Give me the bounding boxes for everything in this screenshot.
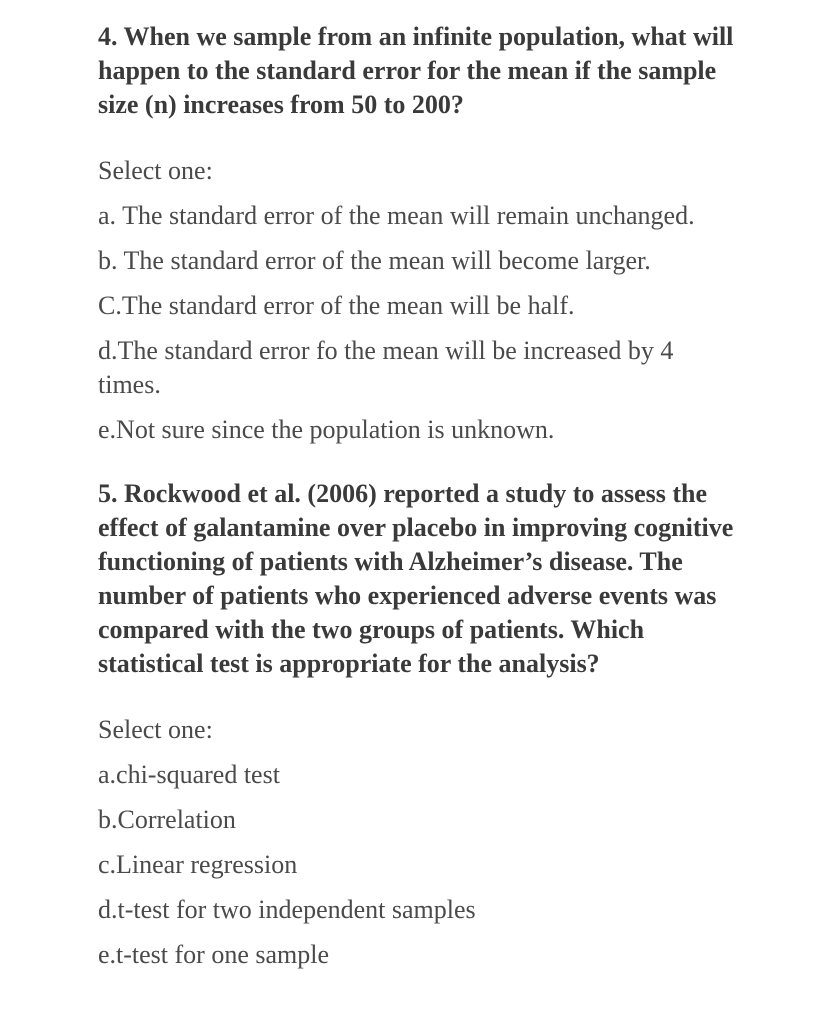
question-4-option-e[interactable]: e.Not sure since the population is unknown. bbox=[98, 415, 555, 444]
question-4-option-c[interactable]: C.The standard error of the mean will be half. bbox=[98, 291, 575, 320]
question-5-option-e[interactable]: e.t-test for one sample bbox=[98, 940, 330, 969]
question-5-option-c[interactable]: c.Linear regression bbox=[98, 850, 298, 879]
question-5-options bbox=[98, 758, 828, 972]
question-5 bbox=[98, 477, 828, 972]
question-4-option-d[interactable]: d.The standard error fo the mean will be increased by 4 times. bbox=[98, 336, 674, 399]
question-4-option-b[interactable]: b. The standard error of the mean will become larger. bbox=[98, 246, 651, 275]
question-5-option-d[interactable]: d.t-test for two independent samples bbox=[98, 895, 476, 924]
question-5-text: 5. Rockwood et al. (2006) reported a study to assess the effect of galantamine over placebo in improving cognitive functioning of patients with Alzheimer’s disease. The number of patients who experienced adverse events was compared with the two groups of patients. Which statistical test is appropriate for the analysis? bbox=[98, 479, 734, 678]
question-4 bbox=[98, 20, 828, 447]
question-5-select-label: Select one: bbox=[98, 715, 213, 744]
question-4-select-label: Select one: bbox=[98, 156, 213, 185]
question-5-option-a[interactable]: a.chi-squared test bbox=[98, 760, 280, 789]
question-4-options bbox=[98, 199, 828, 447]
question-4-option-a[interactable]: a. The standard error of the mean will remain unchanged. bbox=[98, 201, 695, 230]
question-4-text: 4. When we sample from an infinite population, what will happen to the standard error for the mean if the sample size (n) increases from 50 to 200? bbox=[98, 22, 734, 119]
question-5-option-b[interactable]: b.Correlation bbox=[98, 805, 236, 834]
